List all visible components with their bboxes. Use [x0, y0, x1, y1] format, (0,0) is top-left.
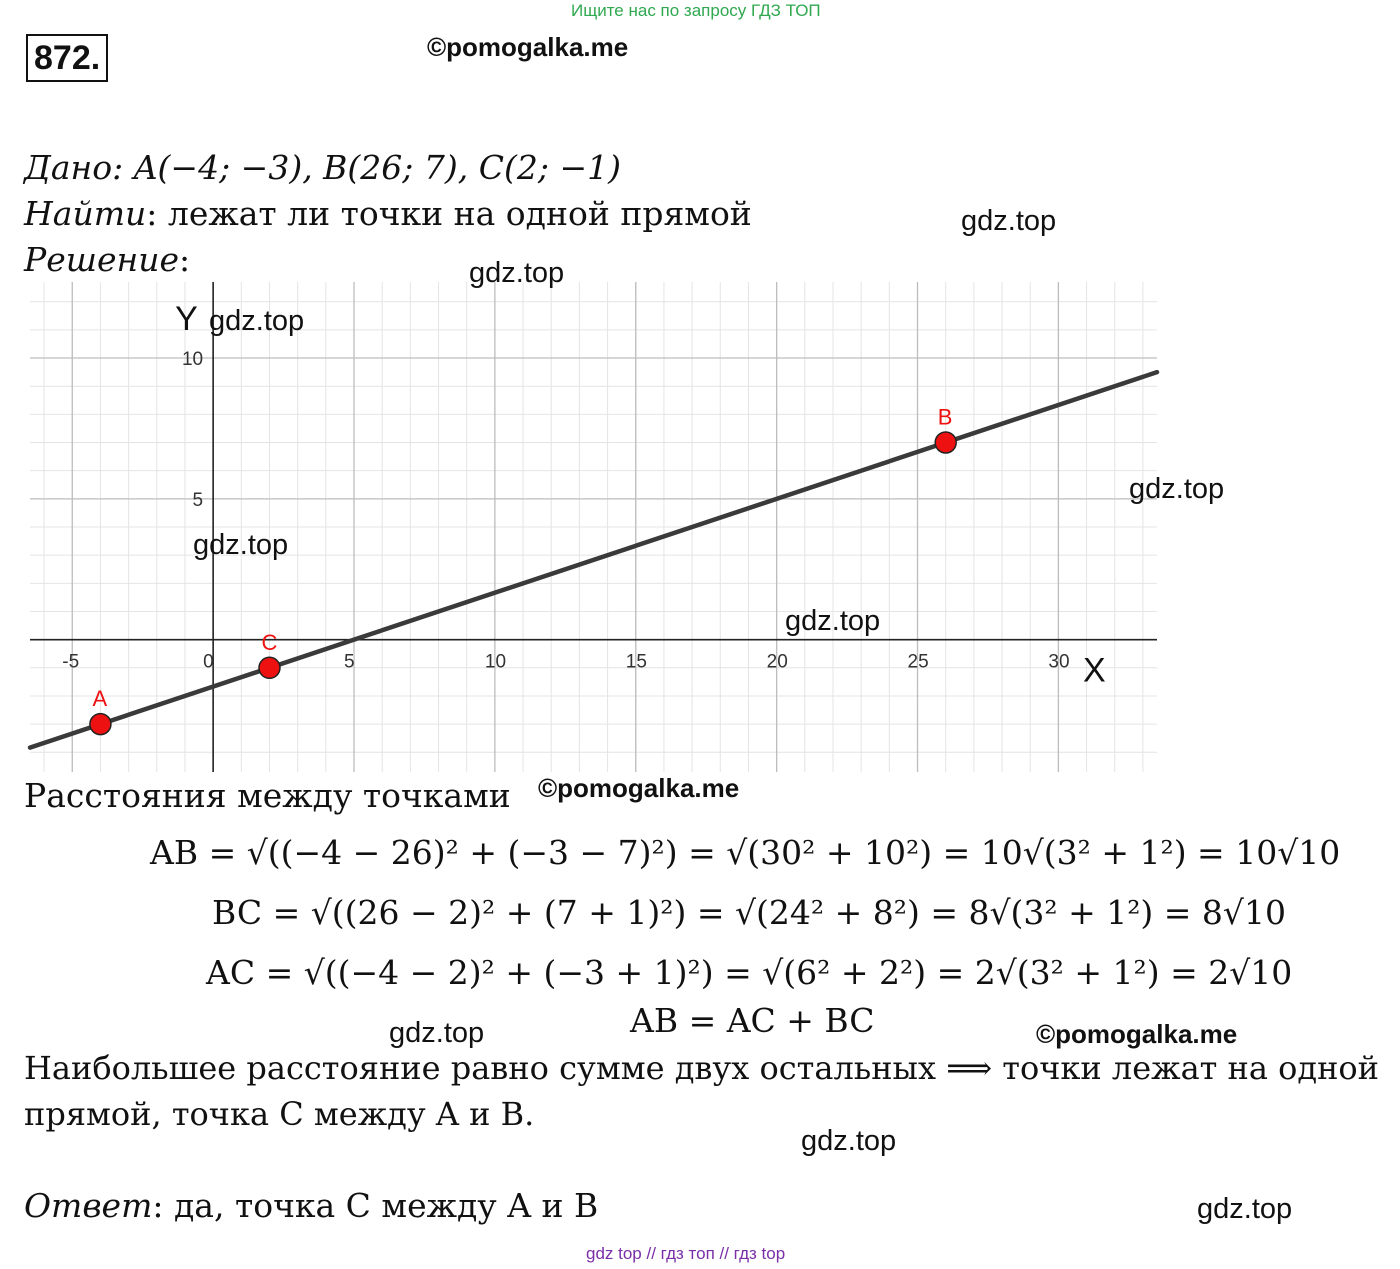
x-axis-label: X: [1083, 651, 1106, 690]
watermark-gdz-1: gdz.top: [961, 205, 1057, 237]
watermark-copyright-3: ©pomogalka.me: [1036, 1019, 1238, 1049]
watermark-gdz-4: gdz.top: [1129, 473, 1225, 505]
x-tick-label: -5: [62, 651, 80, 673]
point-label-b: B: [937, 404, 953, 430]
find-label: Найти: [24, 194, 147, 233]
solution-text: :: [179, 240, 191, 279]
conclusion-line-2: прямой, точка C между A и B.: [24, 1095, 535, 1133]
point-a: [90, 714, 111, 735]
x-tick-label: 30: [1048, 651, 1070, 673]
distances-title: Расстояния между точками: [24, 776, 511, 815]
answer-label: Ответ: [24, 1186, 153, 1225]
point-label-c: C: [261, 629, 278, 655]
point-c: [259, 657, 280, 678]
equation-bc: BC = √((26 − 2)² + (7 + 1)²) = √(24² + 8²) = 8√(3² + 1²) = 8√10: [212, 893, 1286, 932]
watermark-copyright: ©pomogalka.me: [427, 32, 629, 62]
y-axis-label: Y: [175, 300, 198, 338]
watermark-gdz-9: gdz.top: [1197, 1193, 1293, 1225]
watermark-gdz-3: gdz.top: [209, 305, 305, 337]
solution-label: Решение: [24, 240, 180, 279]
watermark-gdz-6: gdz.top: [785, 605, 881, 637]
point-label-a: A: [92, 686, 108, 712]
watermark-copyright-2: ©pomogalka.me: [538, 773, 740, 803]
y-tick-label: 5: [192, 489, 204, 511]
conclusion-line-1: Наибольшее расстояние равно сумме двух остальных ⟹ точки лежат на одной: [24, 1049, 1379, 1087]
x-tick-label: 15: [625, 651, 647, 673]
footer-links: gdz top // гдз топ // гдз top: [586, 1244, 786, 1263]
given-label: Дано: [24, 148, 113, 187]
top-banner: Ищите нас по запросу ГДЗ ТОП: [571, 1, 821, 20]
x-tick-label: 20: [766, 651, 788, 673]
equation-ac: AC = √((−4 − 2)² + (−3 + 1)²) = √(6² + 2²) = 2√(3² + 1²) = 2√10: [206, 953, 1293, 992]
equation-ab: AB = √((−4 − 26)² + (−3 − 7)²) = √(30² + 10²) = 10√(3² + 1²) = 10√10: [150, 833, 1341, 872]
x-tick-label: 0: [203, 651, 214, 673]
problem-number: 872.: [26, 34, 108, 82]
watermark-gdz-5: gdz.top: [193, 529, 289, 561]
find-text: : лежат ли точки на одной прямой: [146, 194, 752, 233]
watermark-gdz-2: gdz.top: [469, 257, 565, 289]
equation-sum: AB = AC + BC: [630, 1001, 875, 1040]
x-tick-label: 5: [344, 651, 355, 673]
point-b: [935, 432, 956, 453]
answer-text: : да, точка C между A и B: [152, 1186, 599, 1225]
watermark-gdz-7: gdz.top: [389, 1017, 485, 1049]
x-tick-label: 10: [484, 651, 507, 673]
answer-line: [24, 1186, 598, 1225]
x-tick-label: 25: [907, 651, 929, 673]
y-tick-label: 10: [181, 349, 204, 371]
watermark-gdz-8: gdz.top: [801, 1125, 897, 1157]
given-text: : A(−4; −3), B(26; 7), C(2; −1): [112, 148, 621, 187]
